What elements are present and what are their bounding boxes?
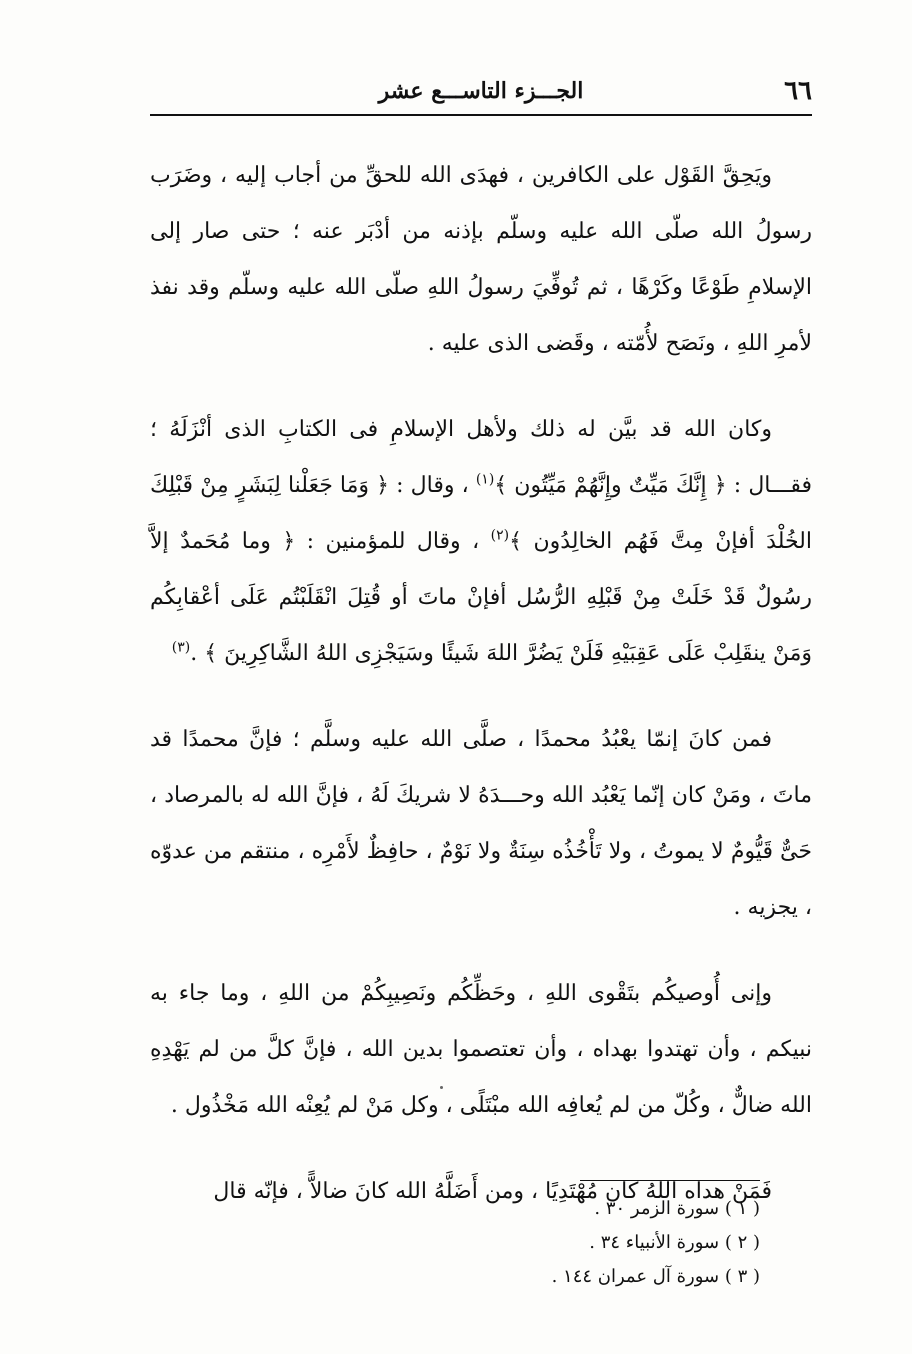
paragraph-text: فمن كانَ إنمّا يعْبُدُ محمدًا ، صلَّى الله عليه وسلَّم ؛ فإنَّ محمدًا قد ماتَ ، ومَنْ كان إنّما يَعْبُد الله وحـــدَهُ لا شريكَ لَهُ ، فإنَّ الله له بالمرصاد ، حَىٌّ قَيُّومٌ لا يموتُ ، ولا تَأْخُذُه سِنَةٌ ولا نَوْمٌ ، حافِظٌ لأَمْرِه ، منتقم من عدوّه ، يجزيه . <box>150 727 812 920</box>
scan-speck <box>440 1086 443 1089</box>
main-text <box>150 148 812 1220</box>
footnote-reference: (١) <box>475 471 495 488</box>
paragraph-text: وكان الله قد بيَّن له ذلك ولأهل الإسلامِ فى الكتابِ الذى أنْزَلَهُ ؛ فقـــال : ﴿ إِنَّكَ مَيِّتٌ وإِنَّهُمْ مَيِّتُون ﴾ <box>150 417 812 498</box>
paragraph <box>150 402 812 682</box>
paragraph-text: فَمَنْ هداه اللهُ كان مُهْتَدِيًا ، ومن أَضَلَّهُ الله كانَ ضالاًّ ، فإنّه قال <box>213 1179 772 1204</box>
running-title: الجـــزء التاســـع عشر <box>378 78 584 104</box>
paragraph-text: ويَحِقَّ القَوْل على الكافرين ، فهدَى الله للحقِّ من أجاب إليه ، وضَرَب رسولُ الله صلّى الله عليه وسلّم بإذنه من أدْبَر عنه ؛ حتى صار إلى الإسلامِ طَوْعًا وكَرْهًا ، ثم تُوفِّيَ رسولُ اللهِ صلّى الله عليه وسلّم وقد نفذ لأمرِ اللهِ ، ونَصَح لأُمّته ، وقَضى الذى عليه . <box>150 163 812 356</box>
paragraph <box>150 148 812 372</box>
footnote: ( ١ ) سورة الزمر ٣٠ . <box>594 1198 760 1219</box>
footnote: ( ٣ ) سورة آل عمران ١٤٤ . <box>551 1266 760 1287</box>
footnote-reference: (٣) <box>171 639 191 656</box>
paragraph <box>150 966 812 1134</box>
paragraph-text: ، وقال : ﴿ وَمَا جَعَلْنا لِبَشَرٍ مِنْ قَبْلِكَ الخُلْدَ أفإنْ مِتَّ فَهُم الخالِدُون ﴾ <box>150 473 812 554</box>
footnote-divider <box>580 1180 760 1181</box>
footnote: ( ٢ ) سورة الأنبياء ٣٤ . <box>589 1232 760 1253</box>
paragraph <box>150 712 812 936</box>
paragraph-text: وإنى أُوصيكُم بتَقْوى اللهِ ، وحَظِّكُم ونَصِيبِكُمْ من اللهِ ، وما جاء به نبيكم ، وأن تهتدوا بهداه ، وأن تعتصموا بدين الله ، فإنَّ كلَّ من لم يَهْدِهِ الله ضالٌّ ، وكُلّ من لم يُعافِه الله مبْتَلًى ، وكل مَنْ لم يُعِنْه الله مَخْذُول . <box>150 981 812 1118</box>
footnotes <box>480 1192 760 1294</box>
page-header <box>150 70 812 116</box>
paragraph-text: ، وقال للمؤمنين : ﴿ وما مُحَمدٌ إلاَّ رسُولٌ قَدْ خَلَتْ مِنْ قَبْلِهِ الرُّسُل أفإنْ ماتَ أو قُتِلَ انْقَلَبْتُم عَلَى أعْقابِكُم وَمَنْ ينقَلِبْ عَلَى عَقِبَيْهِ فَلَنْ يَضُرَّ اللهَ شَيئًا وسَيَجْزِى اللهُ الشَّاكِرِينَ ﴾ . <box>150 529 812 666</box>
page-number: ٦٦ <box>784 76 812 106</box>
footnote-reference: (٢) <box>490 527 510 544</box>
